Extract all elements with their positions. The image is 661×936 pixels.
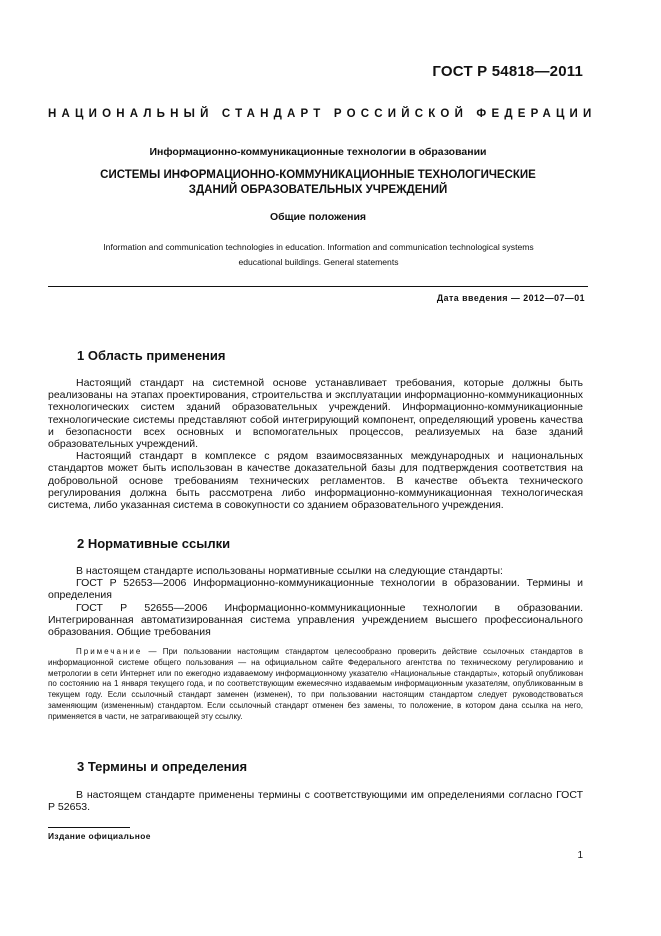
section-3-heading: 3 Термины и определения — [77, 759, 248, 774]
document-title — [48, 168, 588, 198]
field-title: Информационно-коммуникационные технологии в образовании — [149, 146, 487, 158]
section-3-body — [48, 789, 583, 813]
section-1-body — [48, 377, 583, 511]
section-2-reference-2: ГОСТ Р 52655—2006 Информационно-коммуникационные технологии в образовании. Интегрированная автоматизированная система управления учреждением высшего профессионального образования. Общие требования — [48, 601, 583, 639]
section-3-paragraph-1: В настоящем стандарте применены термины с соответствующими им определениями согласно ГОСТ Р 52653. — [48, 789, 583, 814]
document-subtitle: Общие положения — [269, 211, 367, 223]
document-number: ГОСТ Р 54818—2011 — [432, 63, 583, 80]
section-2-heading: 2 Нормативные ссылки — [77, 536, 231, 551]
section-1-paragraph-1: Настоящий стандарт на системной основе устанавливает требования, которые должны быть реализованы на этапах проектирования, строительства и эксплуатации информационно-коммуникационных технологических систем зданий образовательных учреждений. Информационно-коммуникационные технологические системы представляют собой интегрирующий компонент, определяющий уровень качества и безопасности всех основных и вспомогательных процессов, реализуемых на базе зданий образовательных учреждений. — [48, 377, 583, 451]
english-title-line-1: Information and communication technologies in education. Information and communication technological systems — [103, 242, 534, 252]
header-divider — [48, 286, 588, 287]
english-title-line-2: educational buildings. General statements — [238, 257, 399, 267]
document-title-line-1: СИСТЕМЫ ИНФОРМАЦИОННО-КОММУНИКАЦИОННЫЕ ТЕХНОЛОГИЧЕСКИЕ — [100, 169, 536, 181]
page-number: 1 — [577, 850, 583, 861]
section-2-body — [48, 565, 583, 638]
section-2-note — [48, 647, 583, 723]
section-1-paragraph-2: Настоящий стандарт в комплексе с рядом взаимосвязанных международных и национальных стандартов может быть использован в качестве доказательной базы для подтверждения соответствия на добровольной основе требованиям технических регламентов. В качестве объекта технического регулирования должна быть рассмотрена либо информационно-коммуникационная технологическая система, либо указанная система в совокупности со зданием образовательного учреждения. — [48, 450, 583, 512]
section-2-paragraph-1: В настоящем стандарте использованы нормативные ссылки на следующие стандарты: — [76, 565, 503, 577]
section-2-reference-1: ГОСТ Р 52653—2006 Информационно-коммуникационные технологии в образовании. Термины и определения — [48, 577, 583, 602]
national-standard-banner: НАЦИОНАЛЬНЫЙ СТАНДАРТ РОССИЙСКОЙ ФЕДЕРАЦИИ — [48, 108, 597, 120]
section-1-heading: 1 Область применения — [77, 348, 226, 363]
introduction-date: Дата введения — 2012—07—01 — [436, 293, 585, 303]
document-title-line-2: ЗДАНИЙ ОБРАЗОВАТЕЛЬНЫХ УЧРЕЖДЕНИЙ — [188, 184, 448, 196]
footer-divider — [48, 827, 130, 828]
edition-label: Издание официальное — [48, 831, 151, 841]
note-label: Примечание — [76, 647, 143, 656]
note-text: — При пользовании настоящим стандартом целесообразно проверить действие ссылочных стандартов в информационной системе общего пользования — на официальном сайте Федерального агентства по техническому регулированию и метрологии в сети Интернет или по ежегодно издаваемому информационному указателю «Национальные стандарты», который опубликован по состоянию на 1 января текущего года, и по соответствующим ежемесячно издаваемым информационным указателям, опубликованным в текущем году. Если ссылочный стандарт заменен (изменен), то при пользовании настоящим стандартом следует руководствоваться заменяющим (измененным) стандартом. Если ссылочный стандарт отменен без замены, то положение, в котором дана ссылка на него, применяется в части, не затрагивающей эту ссылку. — [48, 647, 583, 721]
english-title — [56, 240, 581, 270]
